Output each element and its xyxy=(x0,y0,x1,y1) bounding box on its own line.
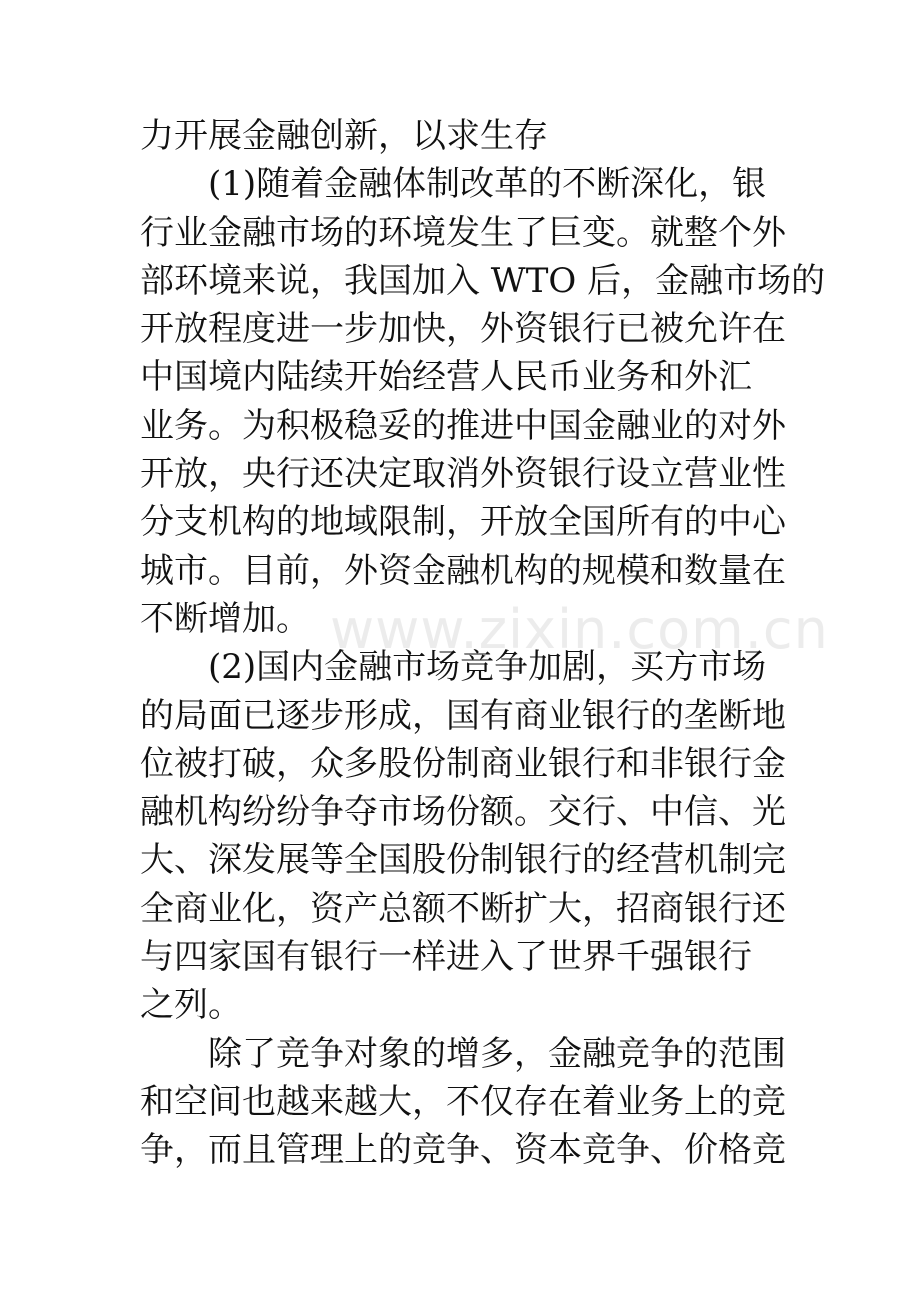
text-line: 力开展金融创新，以求生存 xyxy=(140,116,548,156)
text-line: 开放程度进一步加快，外资银行已被允许在 xyxy=(140,309,786,350)
text-line: 分支机构的地域限制，开放全国所有的中心 xyxy=(140,502,786,543)
text-line: 与四家国有银行一样进入了世界千强银行 xyxy=(140,937,752,978)
watermark: www.zixin.com.cn xyxy=(330,598,829,661)
text-line: 争，而且管理上的竞争、资本竞争、价格竞 xyxy=(140,1130,786,1171)
document-body xyxy=(140,112,826,1175)
text-line: 业务。为积极稳妥的推进中国金融业的对外 xyxy=(140,405,786,446)
text-line: 不断增加。 xyxy=(140,598,310,639)
text-line: 开放，央行还决定取消外资银行设立营业性 xyxy=(140,454,786,495)
text-line: 位被打破，众多股份制商业银行和非银行金 xyxy=(140,743,786,784)
text-line: 部环境来说，我国加入 WTO 后，金融市场的 xyxy=(140,260,826,301)
text-line: 除了竞争对象的增多，金融竞争的范围 xyxy=(208,1033,786,1074)
text-line: 全商业化，资产总额不断扩大，招商银行还 xyxy=(140,888,786,929)
text-line: (2)国内金融市场竞争加剧，买方市场 xyxy=(208,647,767,688)
text-line: 行业金融市场的环境发生了巨变。就整个外 xyxy=(140,212,786,253)
text-line: 大、深发展等全国股份制银行的经营机制完 xyxy=(140,840,786,881)
text-line: 中国境内陆续开始经营人民币业务和外汇 xyxy=(140,357,752,398)
text-line: 的局面已逐步形成，国有商业银行的垄断地 xyxy=(140,695,786,736)
text-line: 融机构纷纷争夺市场份额。交行、中信、光 xyxy=(140,792,786,833)
text-line: 城市。目前，外资金融机构的规模和数量在 xyxy=(140,550,786,591)
text-line: 和空间也越来越大，不仅存在着业务上的竞 xyxy=(140,1081,786,1122)
text-line: (1)随着金融体制改革的不断深化，银 xyxy=(208,164,767,205)
text-line: 之列。 xyxy=(140,985,242,1026)
